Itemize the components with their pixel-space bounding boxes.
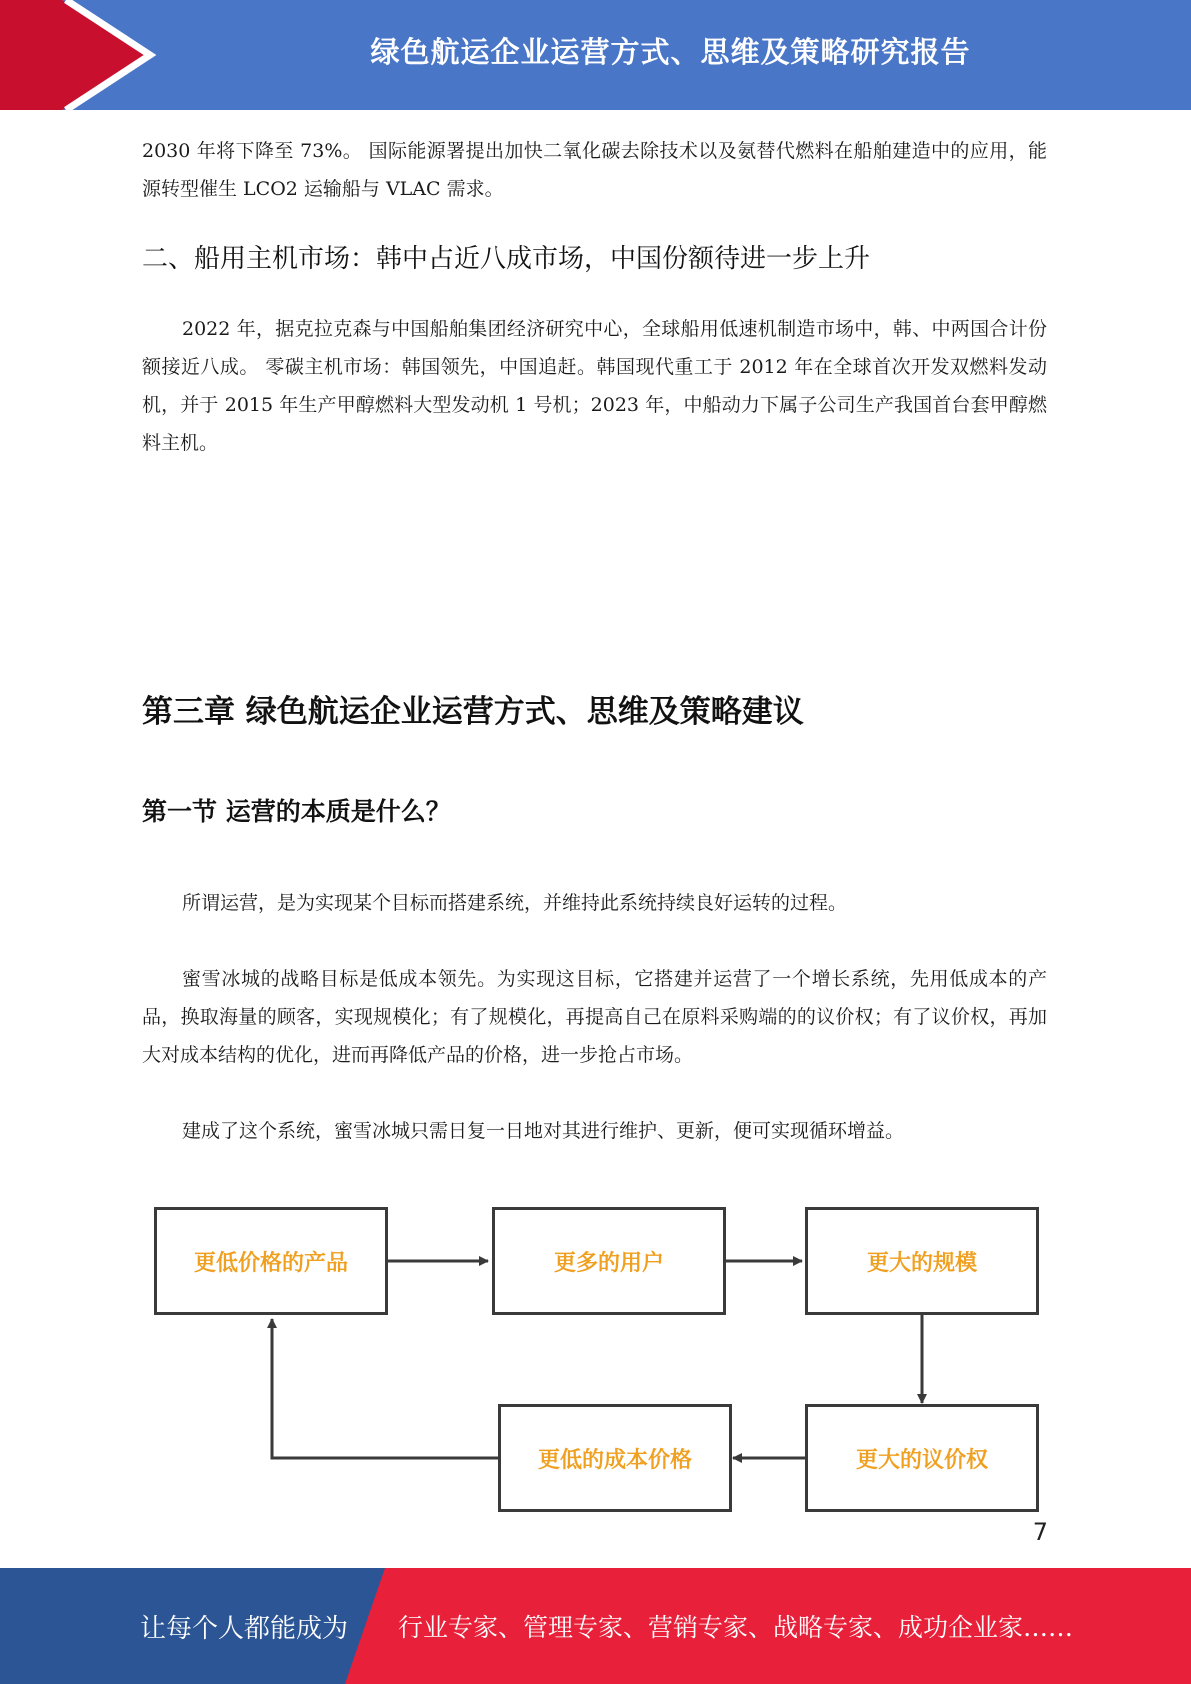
page-header [0,0,1191,110]
diagram-box-lower-price-product: 更低价格的产品 [154,1207,388,1315]
definition-paragraph: 所谓运营，是为实现某个目标而搭建系统，并维持此系统持续良好运转的过程。 [182,892,848,914]
diagram-box-more-users: 更多的用户 [492,1207,726,1315]
intro-paragraph: 2030 年将下降至 73%。 国际能源署提出加快二氧化碳去除技术以及氨替代燃料在船舶建造中的应用，能源转型催生 LCO2 运输船与 VLAC 需求。 [142,140,1047,200]
footer-slogan-right: 行业专家、管理专家、营销专家、战略专家、成功企业家…… [398,1613,1074,1642]
page-footer [0,1568,1191,1684]
section2-heading: 二、船用主机市场：韩中占近八成市场，中国份额待进一步上升 [142,244,871,274]
arrow-5-to-1 [272,1319,500,1458]
section2-paragraph: 2022 年，据克拉克森与中国船舶集团经济研究中心，全球船用低速机制造市场中，韩、中两国合计份额接近八成。 零碳主机市场：韩国领先，中国追赶。韩国现代重工于 2012 年在全球首次开发双燃料发动机，并于 2015 年生产甲醇燃料大型发动机 1 号机；2023 年，中船动力下属子公司生产我国首台套甲醇燃料主机。 [142,318,1047,454]
chapter-heading: 第三章 绿色航运企业运营方式、思维及策略建议 [142,694,804,730]
page-number: 7 [1032,1518,1048,1546]
mixue-paragraph: 蜜雪冰城的战略目标是低成本领先。为实现这目标，它搭建并运营了一个增长系统，先用低成本的产品，换取海量的顾客，实现规模化；有了规模化，再提高自己在原料采购端的的议价权；有了议价权，再加大对成本结构的优化，进而再降低产品的价格，进一步抢占市场。 [142,968,1047,1066]
growth-cycle-diagram [140,1195,1050,1525]
header-title: 绿色航运企业运营方式、思维及策略研究报告 [370,34,971,69]
header-chevron-icon [0,0,160,110]
diagram-box-larger-scale: 更大的规模 [805,1207,1039,1315]
section1-heading: 第一节 运营的本质是什么？ [142,797,451,826]
diagram-box-lower-cost: 更低的成本价格 [498,1404,732,1512]
footer-slogan-left: 让每个人都能成为 [140,1613,349,1644]
diagram-box-bargaining-power: 更大的议价权 [805,1404,1039,1512]
cycle-paragraph: 建成了这个系统，蜜雪冰城只需日复一日地对其进行维护、更新，便可实现循环增益。 [182,1120,905,1142]
